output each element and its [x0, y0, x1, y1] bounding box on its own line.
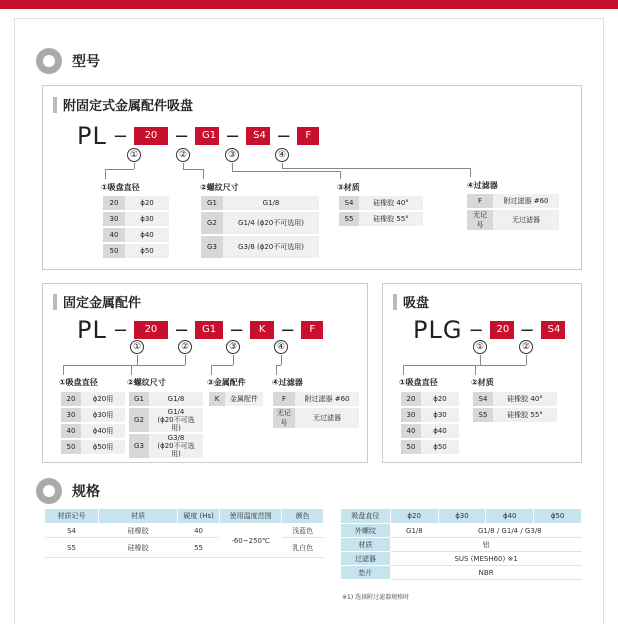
label-thread: ②螺纹尺寸	[127, 378, 166, 387]
table-row: 材质 铝	[341, 538, 582, 552]
table-material	[473, 390, 557, 424]
table-row: 50 ϕ50用	[61, 440, 125, 454]
code-box-thread: G1	[195, 127, 219, 145]
label-diameter: ①吸盘直径	[59, 378, 98, 387]
section-title-spec-text: 规格	[72, 484, 100, 500]
section-title-spec	[36, 478, 100, 504]
model-code: PL − 20 − G1 − K − F	[77, 316, 323, 344]
label-material: ③材质	[337, 183, 360, 192]
table-diameter	[103, 194, 169, 260]
code-box-material: S4	[246, 127, 270, 145]
table-row: S5 硅橡胶 55 乳白色	[45, 538, 324, 558]
table-row: 无记号 无过滤器	[467, 210, 559, 230]
model-code: PL − 20 − G1 − S4 − F	[77, 122, 319, 150]
table-filter	[467, 192, 559, 232]
code-box-diameter: 20	[134, 127, 168, 145]
spec-table-material	[44, 508, 324, 558]
number-1: ①	[130, 340, 144, 354]
table-row: K 金属配件	[209, 392, 263, 406]
table-row: S5 硅橡胶 55°	[473, 408, 557, 422]
label-filter: ④过滤器	[467, 181, 498, 190]
table-material	[339, 194, 423, 228]
number-4: ④	[275, 148, 289, 162]
table-row: S4 硅橡胶 40°	[339, 196, 423, 210]
table-row: 外螺纹 G1/8 G1/8 / G1/4 / G3/8	[341, 524, 582, 538]
table-row: G3 G3/8 (ϕ20不可选用)	[129, 434, 203, 458]
table-row: 过滤器 SUS (MESH60) ※1	[341, 552, 582, 566]
number-4: ④	[274, 340, 288, 354]
panel-cup	[382, 283, 582, 463]
panel-title: 固定金属配件	[53, 292, 141, 311]
table-row: 40 ϕ40用	[61, 424, 125, 438]
ring-icon	[36, 48, 62, 74]
code-prefix: PLG	[413, 316, 463, 344]
label-filter: ④过滤器	[272, 378, 303, 387]
code-box-material: S4	[541, 321, 565, 339]
top-accent-bar	[0, 0, 618, 9]
spec-table-dimensions	[340, 508, 582, 580]
code-prefix: PL	[77, 316, 107, 344]
panel-fixed-metal-fitting	[42, 283, 368, 463]
table-row: F 附过滤器 #60	[467, 194, 559, 208]
code-box-filter: F	[301, 321, 323, 339]
code-box-fitting: K	[250, 321, 274, 339]
table-header-row: 吸盘直径 ϕ20 ϕ30 ϕ40 ϕ50	[341, 509, 582, 524]
table-row: G3 G3/8 (ϕ20不可选用)	[201, 236, 319, 258]
label-diameter: ①吸盘直径	[399, 378, 438, 387]
table-row: 50 ϕ50	[103, 244, 169, 258]
number-3: ③	[225, 148, 239, 162]
table-header-row: 材质记号 材质 硬度 (Hs) 使用温度范围 颜色	[45, 509, 324, 524]
table-row: 无记号 无过滤器	[273, 408, 359, 428]
panel-title: 附固定式金属配件吸盘	[53, 95, 193, 114]
number-3: ③	[226, 340, 240, 354]
table-row: G2 G1/4 (ϕ20不可选用)	[201, 212, 319, 234]
table-thread	[201, 194, 319, 260]
table-row: S4 硅橡胶 40 -60~250℃ 浅蓝色	[45, 524, 324, 538]
code-box-filter: F	[297, 127, 319, 145]
table-row: 20 ϕ20	[103, 196, 169, 210]
code-box-thread: G1	[195, 321, 223, 339]
table-row: F 附过滤器 #60	[273, 392, 359, 406]
section-title-model	[36, 48, 100, 74]
section-title-model-text: 型号	[72, 54, 100, 70]
table-fitting	[209, 390, 263, 408]
number-1: ①	[473, 340, 487, 354]
ring-icon	[36, 478, 62, 504]
label-material: ②材质	[471, 378, 494, 387]
table-row: 40 ϕ40	[401, 424, 459, 438]
number-2: ②	[176, 148, 190, 162]
code-box-diameter: 20	[490, 321, 514, 339]
table-row: 垫片 NBR	[341, 566, 582, 580]
table-diameter	[401, 390, 459, 456]
number-2: ②	[519, 340, 533, 354]
code-box-diameter: 20	[134, 321, 168, 339]
table-row: 30 ϕ30	[401, 408, 459, 422]
number-2: ②	[178, 340, 192, 354]
table-row: S5 硅橡胶 55°	[339, 212, 423, 226]
label-thread: ②螺纹尺寸	[200, 183, 239, 192]
number-1: ①	[127, 148, 141, 162]
table-row: 20 ϕ20用	[61, 392, 125, 406]
table-row: G2 G1/4 (ϕ20不可选用)	[129, 408, 203, 432]
panel-fixed-metal-cup	[42, 85, 582, 270]
code-prefix: PL	[77, 122, 107, 150]
model-code: PLG − 20 − S4	[413, 316, 565, 344]
table-row: 20 ϕ20	[401, 392, 459, 406]
table-row: 40 ϕ40	[103, 228, 169, 242]
table-row: 50 ϕ50	[401, 440, 459, 454]
table-filter	[273, 390, 359, 430]
table-row: G1 G1/8	[201, 196, 319, 210]
table-row: G1 G1/8	[129, 392, 203, 406]
table-thread	[129, 390, 203, 460]
table-diameter	[61, 390, 125, 456]
table-row: 30 ϕ30	[103, 212, 169, 226]
spec-footnote: ※1) 选择附过滤器规格时	[342, 594, 410, 601]
label-diameter: ①吸盘直径	[101, 183, 140, 192]
label-fitting: ③金属配件	[207, 378, 246, 387]
panel-title: 吸盘	[393, 292, 429, 311]
table-row: S4 硅橡胶 40°	[473, 392, 557, 406]
table-row: 30 ϕ30用	[61, 408, 125, 422]
